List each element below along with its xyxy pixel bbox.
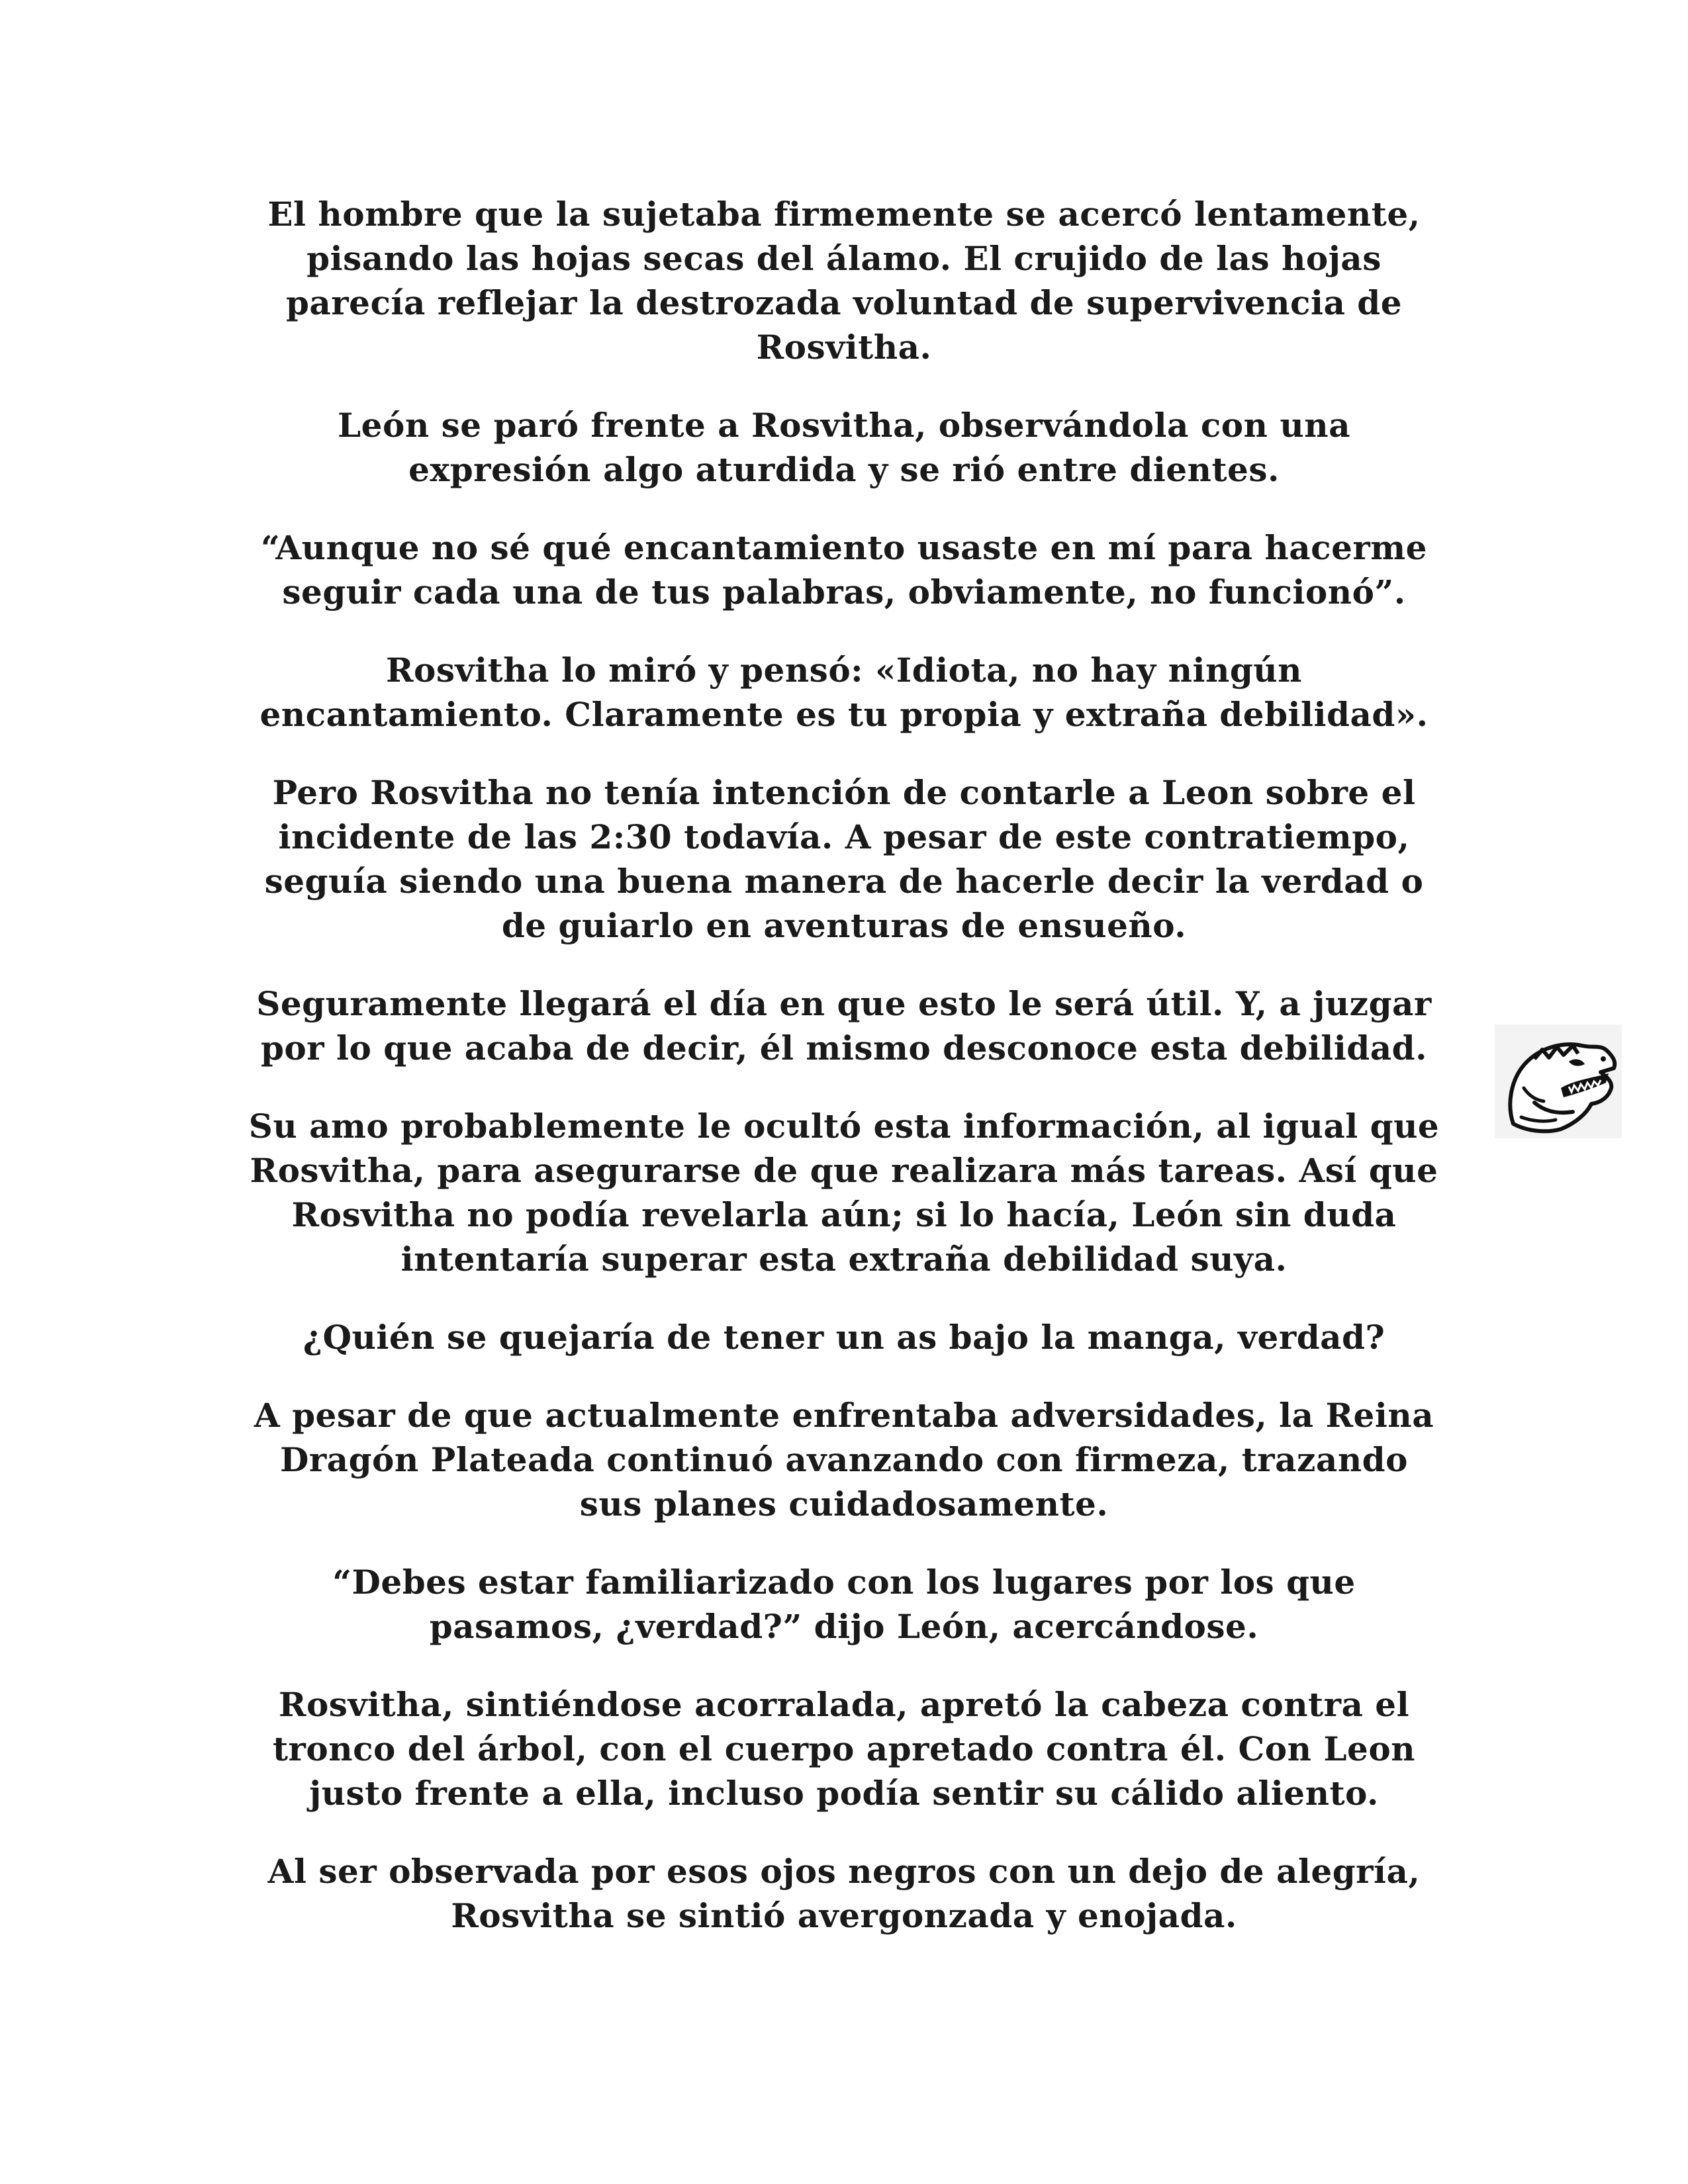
paragraph-12: Al ser observada por esos ojos negros con un dejo de alegría, Rosvitha se sintió avergonzada y enojada. <box>267 1852 1421 1935</box>
paragraph-4: Rosvitha lo miró y pensó: «Idiota, no hay ningún encantamiento. Claramente es tu propia y extraña debilidad». <box>259 651 1429 734</box>
body-text <box>218 192 1470 1972</box>
paragraph-11: Rosvitha, sintiéndose acorralada, apretó la cabeza contra el tronco del árbol, con el cuerpo apretado contra él. Con Leon justo frente a ella, incluso podía sentir su cálido aliento. <box>272 1685 1416 1813</box>
paragraph-9: A pesar de que actualmente enfrentaba adversidades, la Reina Dragón Plateada continuó avanzando con firmeza, trazando sus planes cuidadosamente. <box>254 1396 1434 1524</box>
paragraph-7: Su amo probablemente le ocultó esta información, al igual que Rosvitha, para asegurarse de que realizara más tareas. Así que Rosvitha no podía revelarla aún; si lo hacía, León sin duda intentaría superar esta extraña debilidad suya. <box>248 1107 1440 1279</box>
paragraph-1: El hombre que la sujetaba firmemente se acercó lentamente, pisando las hojas secas del álamo. El crujido de las hojas parecía reflejar la destrozada voluntad de supervivencia de Rosvitha. <box>267 195 1421 367</box>
dinosaur-head-icon <box>1495 1024 1622 1138</box>
paragraph-2: León se paró frente a Rosvitha, observándola con una expresión algo aturdida y se rió entre dientes. <box>338 406 1350 489</box>
paragraph-5: Pero Rosvitha no tenía intención de contarle a Leon sobre el incidente de las 2:30 todavía. A pesar de este contratiempo, seguía siendo una buena manera de hacerle decir la verdad o de guiarlo en aventuras de ensueño. <box>264 773 1424 945</box>
paragraph-10: “Debes estar familiarizado con los lugares por los que pasamos, ¿verdad?” dijo León, acercándose. <box>332 1563 1356 1646</box>
paragraph-8: ¿Quién se quejaría de tener un as bajo la manga, verdad? <box>303 1318 1385 1357</box>
paragraph-6: Seguramente llegará el día en que esto le será útil. Y, a juzgar por lo que acaba de decir, él mismo desconoce esta debilidad. <box>256 984 1432 1068</box>
paragraph-3: “Aunque no sé qué encantamiento usaste en mí para hacerme seguir cada una de tus palabras, obviamente, no funcionó”. <box>261 528 1427 612</box>
